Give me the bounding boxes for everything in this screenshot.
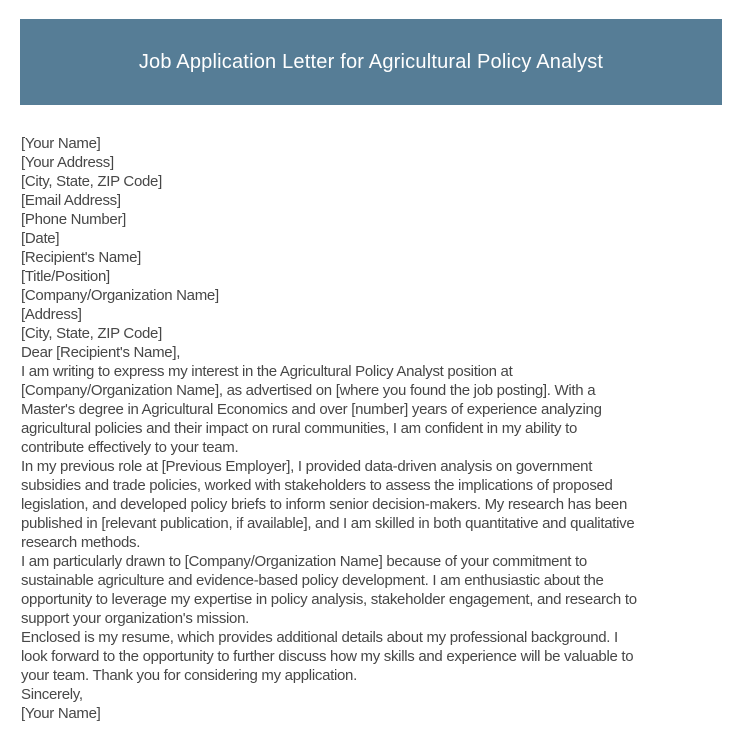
- letter-line: sustainable agriculture and evidence-based policy development. I am enthusiastic about the: [21, 572, 604, 589]
- letter-line: [Your Name]: [21, 135, 101, 152]
- letter-line: [City, State, ZIP Code]: [21, 325, 162, 342]
- letter-line: [Company/Organization Name]: [21, 287, 219, 304]
- letter-line: I am particularly drawn to [Company/Organization Name] because of your commitment to: [21, 553, 587, 570]
- letter-line: [Company/Organization Name], as advertised on [where you found the job posting]. With a: [21, 382, 596, 399]
- document-title-bar: [20, 19, 722, 105]
- letter-line: In my previous role at [Previous Employer], I provided data-driven analysis on government: [21, 458, 593, 475]
- letter-line: Master's degree in Agricultural Economics and over [number] years of experience analyzing: [21, 401, 602, 418]
- letter-line: [Email Address]: [21, 192, 121, 209]
- letter-line: research methods.: [21, 534, 141, 551]
- letter-line: [Your Address]: [21, 154, 114, 171]
- letter-line: Enclosed is my resume, which provides additional details about my professional background. I: [21, 629, 618, 646]
- letter-line: your team. Thank you for considering my application.: [21, 667, 357, 684]
- letter-line: contribute effectively to your team.: [21, 439, 239, 456]
- letter-body: [21, 134, 726, 723]
- letter-line: [Recipient's Name]: [21, 249, 142, 266]
- letter-line: subsidies and trade policies, worked with stakeholders to assess the implications of proposed: [21, 477, 613, 494]
- letter-line: [Phone Number]: [21, 211, 127, 228]
- letter-line: support your organization's mission.: [21, 610, 250, 627]
- letter-line: published in [relevant publication, if available], and I am skilled in both quantitative and qualitative: [21, 515, 635, 532]
- letter-line: opportunity to leverage my expertise in policy analysis, stakeholder engagement, and research to: [21, 591, 637, 608]
- letter-line: agricultural policies and their impact on rural communities, I am confident in my ability to: [21, 420, 577, 437]
- letter-line: legislation, and developed policy briefs to inform senior decision-makers. My research has been: [21, 496, 627, 513]
- letter-line: [Date]: [21, 230, 60, 247]
- letter-line: Sincerely,: [21, 686, 83, 703]
- letter-line: [Title/Position]: [21, 268, 110, 285]
- letter-line: [City, State, ZIP Code]: [21, 173, 162, 190]
- letter-line: look forward to the opportunity to further discuss how my skills and experience will be valuable to: [21, 648, 634, 665]
- letter-line: [Your Name]: [21, 705, 101, 722]
- letter-line: [Address]: [21, 306, 82, 323]
- letter-line: I am writing to express my interest in the Agricultural Policy Analyst position at: [21, 363, 513, 380]
- document-title: Job Application Letter for Agricultural Policy Analyst: [138, 50, 604, 73]
- letter-line: Dear [Recipient's Name],: [21, 344, 181, 361]
